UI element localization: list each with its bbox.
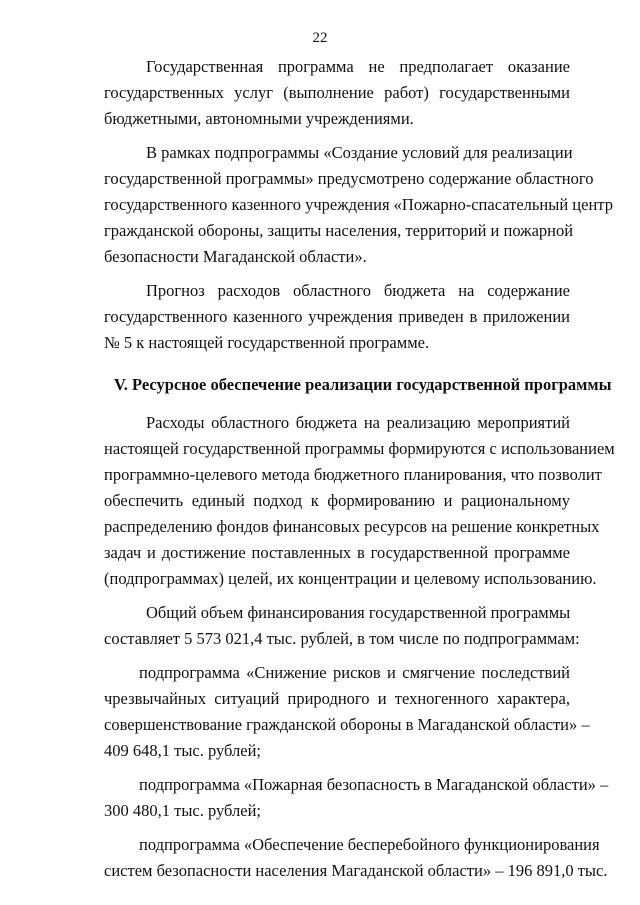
- text-line: настоящей государственной программы формируются с использованием: [104, 439, 615, 458]
- text-line: государственной программы» предусмотрено содержание областного: [104, 169, 594, 188]
- text-line: Расходы областного бюджета на реализацию мероприятий: [146, 413, 570, 432]
- paragraph: [104, 410, 615, 592]
- subprogram-item: [104, 832, 608, 884]
- paragraphs-top: [104, 54, 613, 356]
- document-body: [104, 54, 615, 892]
- text-line: подпрограмма «Пожарная безопасность в Магаданской области» –: [139, 775, 609, 794]
- text-line: подпрограмма «Обеспечение бесперебойного функционирования: [139, 835, 600, 854]
- text-line: государственного казенного учреждения «Пожарно-спасательный центр: [104, 195, 613, 214]
- text-line: государственных услуг (выполнение работ) государственными: [104, 83, 570, 102]
- text-line: составляет 5 573 021,4 тыс. рублей, в том числе по подпрограммам:: [104, 629, 580, 648]
- text-line: Государственная программа не предполагает оказание: [146, 57, 570, 76]
- text-line: Общий объем финансирования государственной программы: [146, 603, 571, 622]
- subprogram-item: [104, 660, 590, 764]
- page-number: 22: [312, 30, 328, 46]
- text-line: подпрограмма «Снижение рисков и смягчение последствий: [139, 663, 570, 682]
- text-line: В рамках подпрограммы «Создание условий для реализации: [146, 143, 573, 162]
- paragraph: [104, 600, 580, 652]
- text-line: гражданской обороны, защиты населения, территорий и пожарной: [104, 221, 574, 240]
- text-line: безопасности Магаданской области».: [104, 247, 367, 266]
- text-line: задач и достижение поставленных в государственной программе: [104, 543, 570, 562]
- section-heading: V. Ресурсное обеспечение реализации государственной программы: [114, 375, 612, 394]
- text-line: обеспечить единый подход к формированию и рациональному: [104, 491, 570, 510]
- text-line: 300 480,1 тыс. рублей;: [104, 801, 262, 820]
- paragraph: [104, 54, 570, 132]
- text-line: чрезвычайных ситуаций природного и техногенного характера,: [104, 689, 570, 708]
- text-line: совершенствование гражданской обороны в Магаданской области» –: [104, 715, 590, 734]
- text-line: Прогноз расходов областного бюджета на содержание: [146, 281, 570, 300]
- text-line: (подпрограммах) целей, их концентрации и целевому использованию.: [104, 569, 597, 588]
- paragraph: [104, 140, 613, 270]
- paragraph: [104, 278, 570, 356]
- text-line: систем безопасности населения Магаданской области» – 196 891,0 тыс.: [104, 861, 608, 880]
- subprogram-list: [104, 660, 609, 884]
- text-line: 409 648,1 тыс. рублей;: [104, 741, 262, 760]
- subprogram-item: [104, 772, 609, 824]
- text-line: программно-целевого метода бюджетного планирования, что позволит: [104, 465, 602, 484]
- paragraphs-bottom: [104, 410, 615, 652]
- text-line: № 5 к настоящей государственной программе.: [104, 333, 430, 352]
- text-line: распределению фондов финансовых ресурсов на решение конкретных: [104, 517, 600, 536]
- text-line: бюджетными, автономными учреждениями.: [104, 109, 414, 128]
- text-line: государственного казенного учреждения приведен в приложении: [104, 307, 570, 326]
